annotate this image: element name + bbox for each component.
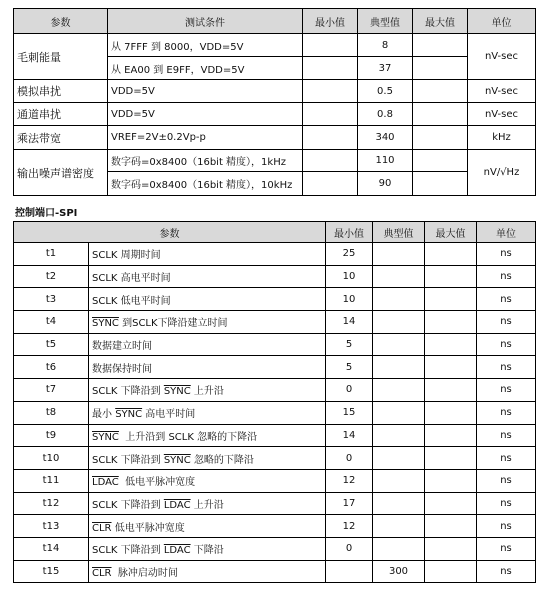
cell-typ <box>373 265 425 288</box>
cell-typ: 110 <box>358 150 413 172</box>
cell-symbol: t15 <box>14 560 89 583</box>
cell-min: 10 <box>326 288 373 311</box>
cell-typ <box>373 469 425 492</box>
cell-typ <box>373 492 425 515</box>
cell-min <box>326 560 373 583</box>
cell-symbol: t8 <box>14 401 89 424</box>
cell-condition: 数字码=0x8400（16bit 精度），10kHz <box>108 172 303 196</box>
overline-signal: SYNC <box>92 431 119 443</box>
cell-typ: 90 <box>358 172 413 196</box>
cell-unit: ns <box>477 469 536 492</box>
table-row <box>14 265 536 288</box>
cell-symbol: t1 <box>14 243 89 266</box>
table-row <box>14 379 536 402</box>
description-text: SCLK 下降沿到 <box>92 454 164 466</box>
cell-symbol: t7 <box>14 379 89 402</box>
cell-symbol: t6 <box>14 356 89 379</box>
cell-unit: ns <box>477 243 536 266</box>
cell-min: 0 <box>326 447 373 470</box>
description-text: 脉冲启动时间 <box>111 567 178 579</box>
cell-max <box>425 265 477 288</box>
cell-typ <box>373 424 425 447</box>
description-text: 高电平时间 <box>142 409 196 421</box>
cell-description <box>89 311 326 334</box>
cell-max <box>425 492 477 515</box>
cell-typ <box>373 288 425 311</box>
header-typ: 典型值 <box>373 222 425 243</box>
cell-typ <box>373 515 425 538</box>
cell-typ: 300 <box>373 560 425 583</box>
table-row <box>14 243 536 266</box>
cell-condition: 从 EA00 到 E9FF，VDD=5V <box>108 57 303 80</box>
cell-description <box>89 424 326 447</box>
cell-unit: ns <box>477 401 536 424</box>
cell-typ <box>373 311 425 334</box>
description-text: 上升沿 <box>190 499 224 511</box>
cell-unit: ns <box>477 447 536 470</box>
cell-unit: ns <box>477 492 536 515</box>
cell-max <box>413 80 468 103</box>
cell-min: 14 <box>326 424 373 447</box>
description-text: SCLK 高电平时间 <box>92 273 171 285</box>
overline-signal: LDAC <box>163 499 191 511</box>
cell-min: 5 <box>326 356 373 379</box>
description-text: 数据保持时间 <box>92 363 152 375</box>
cell-unit: ns <box>477 379 536 402</box>
cell-min: 0 <box>326 537 373 560</box>
cell-unit: ns <box>477 356 536 379</box>
description-text: 下降沿 <box>190 545 224 557</box>
cell-unit: nV-sec <box>468 103 536 126</box>
cell-min: 12 <box>326 469 373 492</box>
cell-unit: kHz <box>468 126 536 150</box>
description-text: SCLK 下降沿到 <box>92 545 164 557</box>
table-row <box>14 401 536 424</box>
cell-typ: 0.8 <box>358 103 413 126</box>
overline-signal: LDAC <box>163 545 191 557</box>
cell-description <box>89 265 326 288</box>
cell-param: 模拟串扰 <box>14 80 108 103</box>
table-row <box>14 80 536 103</box>
cell-min <box>303 172 358 196</box>
cell-condition: VREF=2V±0.2Vp-p <box>108 126 303 150</box>
table-row <box>14 333 536 356</box>
header-param: 参数 <box>14 9 108 34</box>
header-param: 参数 <box>14 222 326 243</box>
cell-min <box>303 103 358 126</box>
cell-description <box>89 379 326 402</box>
electrical-specs-table <box>13 8 536 196</box>
cell-symbol: t2 <box>14 265 89 288</box>
cell-min: 5 <box>326 333 373 356</box>
cell-max <box>425 333 477 356</box>
cell-description <box>89 356 326 379</box>
header-min: 最小值 <box>326 222 373 243</box>
cell-min: 17 <box>326 492 373 515</box>
description-text: SCLK 周期时间 <box>92 250 161 262</box>
cell-condition: VDD=5V <box>108 103 303 126</box>
cell-unit: ns <box>477 265 536 288</box>
cell-description <box>89 515 326 538</box>
cell-description <box>89 243 326 266</box>
overline-signal: LDAC <box>92 477 119 489</box>
table-row <box>14 103 536 126</box>
cell-unit: ns <box>477 560 536 583</box>
noise-param: 输出噪声谱密度 <box>14 150 108 196</box>
cell-unit: ns <box>477 515 536 538</box>
cell-min <box>303 150 358 172</box>
cell-max <box>425 401 477 424</box>
cell-typ <box>373 379 425 402</box>
cell-min: 14 <box>326 311 373 334</box>
cell-symbol: t11 <box>14 469 89 492</box>
overline-signal: SYNC <box>92 318 119 330</box>
cell-max <box>413 57 468 80</box>
cell-typ <box>373 243 425 266</box>
description-text: SCLK 低电平时间 <box>92 295 171 307</box>
cell-param: 乘法带宽 <box>14 126 108 150</box>
glitch-param: 毛刺能量 <box>14 34 108 80</box>
cell-unit: ns <box>477 424 536 447</box>
cell-symbol: t5 <box>14 333 89 356</box>
description-text: 上升沿 <box>190 386 224 398</box>
noise-unit: nV/√Hz <box>468 150 536 196</box>
table-row <box>14 424 536 447</box>
cell-max <box>425 447 477 470</box>
cell-unit: ns <box>477 311 536 334</box>
section-title: 控制端口-SPI <box>15 208 78 219</box>
glitch-unit: nV-sec <box>468 34 536 80</box>
overline-signal: $\overline{CLR}$ <box>92 522 112 534</box>
cell-description <box>89 401 326 424</box>
description-text: 低电平脉冲宽度 <box>118 477 196 489</box>
description-text: 上升沿到 SCLK 忽略的下降沿 <box>118 431 258 443</box>
table-row <box>14 150 536 172</box>
cell-description <box>89 333 326 356</box>
cell-typ <box>373 537 425 560</box>
cell-unit: nV-sec <box>468 80 536 103</box>
table-header-row <box>14 9 536 34</box>
overline-signal: SYNC <box>163 386 191 398</box>
cell-max <box>425 469 477 492</box>
header-unit: 单位 <box>477 222 536 243</box>
cell-typ: 8 <box>358 34 413 57</box>
header-typ: 典型值 <box>358 9 413 34</box>
cell-condition: 数字码=0x8400（16bit 精度），1kHz <box>108 150 303 172</box>
cell-min: 15 <box>326 401 373 424</box>
cell-description <box>89 492 326 515</box>
description-text: 数据建立时间 <box>92 341 152 353</box>
cell-unit: ns <box>477 333 536 356</box>
table-row <box>14 356 536 379</box>
cell-max <box>425 311 477 334</box>
cell-min: 10 <box>326 265 373 288</box>
header-min: 最小值 <box>303 9 358 34</box>
cell-min <box>303 57 358 80</box>
cell-max <box>413 126 468 150</box>
cell-max <box>425 356 477 379</box>
table-row <box>14 34 536 57</box>
description-text: 最小 <box>92 409 116 421</box>
table-row <box>14 469 536 492</box>
cell-unit: ns <box>477 288 536 311</box>
cell-typ <box>373 333 425 356</box>
cell-symbol: t4 <box>14 311 89 334</box>
table-row <box>14 126 536 150</box>
cell-max <box>425 379 477 402</box>
cell-min: 0 <box>326 379 373 402</box>
cell-typ <box>373 401 425 424</box>
cell-max <box>425 560 477 583</box>
overline-signal: $\overline{CLR}$ <box>92 567 112 579</box>
cell-symbol: t3 <box>14 288 89 311</box>
table-row <box>14 537 536 560</box>
cell-description <box>89 560 326 583</box>
cell-param: 通道串扰 <box>14 103 108 126</box>
cell-symbol: t13 <box>14 515 89 538</box>
cell-symbol: t12 <box>14 492 89 515</box>
header-unit: 单位 <box>468 9 536 34</box>
header-max: 最大值 <box>413 9 468 34</box>
cell-symbol: t10 <box>14 447 89 470</box>
table-header-row <box>14 222 536 243</box>
table-row <box>14 560 536 583</box>
cell-typ: 37 <box>358 57 413 80</box>
cell-max <box>425 424 477 447</box>
cell-typ: 340 <box>358 126 413 150</box>
cell-min: 25 <box>326 243 373 266</box>
cell-min: 12 <box>326 515 373 538</box>
description-text: 忽略的下降沿 <box>190 454 254 466</box>
cell-max <box>413 172 468 196</box>
cell-min <box>303 80 358 103</box>
cell-typ <box>373 447 425 470</box>
cell-typ <box>373 356 425 379</box>
cell-max <box>425 537 477 560</box>
cell-symbol: t9 <box>14 424 89 447</box>
cell-description <box>89 447 326 470</box>
description-text: 低电平脉冲宽度 <box>111 522 185 534</box>
cell-condition: 从 7FFF 到 8000，VDD=5V <box>108 34 303 57</box>
table-row <box>14 447 536 470</box>
cell-min <box>303 126 358 150</box>
cell-max <box>425 515 477 538</box>
cell-typ: 0.5 <box>358 80 413 103</box>
cell-min <box>303 34 358 57</box>
description-text: 到SCLK下降沿建立时间 <box>118 318 228 330</box>
table-row <box>14 492 536 515</box>
table-row <box>14 288 536 311</box>
cell-symbol: t14 <box>14 537 89 560</box>
cell-description <box>89 288 326 311</box>
table-row <box>14 311 536 334</box>
cell-description <box>89 469 326 492</box>
cell-unit: ns <box>477 537 536 560</box>
description-text: SCLK 下降沿到 <box>92 499 164 511</box>
overline-signal: SYNC <box>115 409 143 421</box>
cell-max <box>425 243 477 266</box>
spi-timing-table <box>13 221 536 583</box>
cell-max <box>413 150 468 172</box>
overline-signal: SYNC <box>163 454 191 466</box>
header-max: 最大值 <box>425 222 477 243</box>
cell-max <box>425 288 477 311</box>
cell-description <box>89 537 326 560</box>
table-row <box>14 515 536 538</box>
cell-condition: VDD=5V <box>108 80 303 103</box>
cell-max <box>413 103 468 126</box>
header-condition: 测试条件 <box>108 9 303 34</box>
cell-max <box>413 34 468 57</box>
description-text: SCLK 下降沿到 <box>92 386 164 398</box>
